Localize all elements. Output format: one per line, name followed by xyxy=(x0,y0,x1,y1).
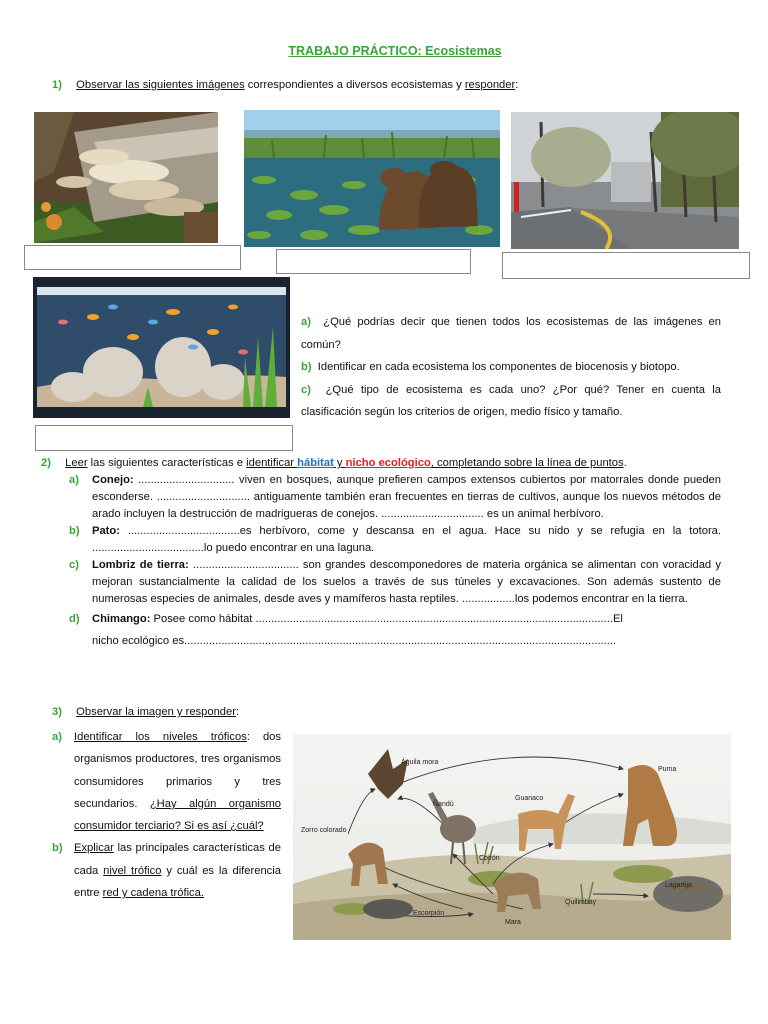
q3-intro-text: Observar la imagen y responder xyxy=(76,706,236,718)
label-mara: Mara xyxy=(505,919,521,926)
q2-item-a xyxy=(69,472,721,523)
q3-item-a-text: : dos organismos productores, tres organismos consumidores primarios y tres secundarios. xyxy=(74,731,281,810)
food-web-image xyxy=(293,734,731,940)
page-title: TRABAJO PRÁCTICO: Ecosistemas xyxy=(288,44,502,58)
question-1-number: 1) xyxy=(52,79,62,91)
q2-intro-habitat: hábitat xyxy=(297,457,334,469)
question-3-number: 3) xyxy=(52,706,62,718)
q3-item-b-text2: y cuál es la diferencia entre xyxy=(74,864,281,900)
q3-item-b-text1: las principales características de cada xyxy=(74,842,281,877)
q2-item-c-text: .................................. son grandes descomponedores de materia orgánica se alimentan con voracidad y mejoran sustancialmente la calidad de los suelos a través de sus túneles y excavaciones. Son además sustento de numerosas especies de animales, desde aves y mamíferos hasta reptiles. .................los podemos encontrar en la tierra. xyxy=(92,559,721,605)
question-1-items xyxy=(301,311,721,424)
aquarium-image xyxy=(33,277,290,418)
question-2-number: 2) xyxy=(41,457,51,469)
label-zorro-colorado: Zorro colorado xyxy=(301,827,347,834)
q3-item-b-letter: b) xyxy=(52,842,63,855)
q2-item-b xyxy=(69,523,721,557)
question-1-intro xyxy=(52,77,518,94)
q1-item-c-text: ¿Qué tipo de ecosistema es cada uno? ¿Por qué? Tener en cuenta la clasificación según los criterios de origen, medio físico y tamaño. xyxy=(301,383,721,418)
q3-item-a-identify: Identificar los niveles tróficos xyxy=(74,731,247,743)
question-2-intro xyxy=(41,455,741,472)
answer-box-1[interactable] xyxy=(24,245,241,270)
q2-item-c-name: Lombriz de tierra: xyxy=(92,559,189,571)
answer-box-4[interactable] xyxy=(35,425,293,451)
q1-item-a xyxy=(301,311,721,356)
q1-intro-text: correspondientes a diversos ecosistemas y xyxy=(244,79,465,91)
question-3-intro xyxy=(52,704,239,721)
q2-intro-dot: . xyxy=(623,457,627,469)
q2-intro-identificar: identificar xyxy=(246,457,298,469)
label-quilimbay: Quilimbay xyxy=(565,899,597,906)
q1-intro-colon: : xyxy=(515,79,519,91)
q2-intro-end: , completando sobre la línea de puntos xyxy=(430,457,624,469)
label-aguila-mora: Águila mora xyxy=(401,759,439,766)
q1-item-c xyxy=(301,379,721,424)
lagoon-capybara-image xyxy=(244,110,500,247)
q1-item-b-letter: b) xyxy=(301,361,312,373)
q2-item-d-text: Posee como hábitat ...................................................................................................................El xyxy=(150,613,623,625)
q1-intro-observe: Observar las siguientes imágenes xyxy=(76,79,245,91)
q2-item-a-text: ............................... viven en bosques, aunque prefieren campos extensos cubiertos por matorrales donde pueden esconderse. .............................. antiguamente también eran frecuentes en tierras de cultivos, aunque los nuevos métodos de arado incluyen la destrucción de madrigueras de conejos. ................................. es un animal herbívoro. xyxy=(92,474,721,520)
q2-item-d-text2: nicho ecológico es........................................................................................................................................... xyxy=(92,635,617,647)
q1-intro-respond: responder xyxy=(464,79,516,91)
q2-item-d xyxy=(69,608,721,652)
q1-item-a-text: ¿Qué podrías decir que tienen todos los ecosistemas de las imágenes en común? xyxy=(301,316,721,351)
label-puma: Puma xyxy=(658,766,677,773)
question-3-items xyxy=(52,726,281,904)
q2-item-b-name: Pato: xyxy=(92,525,120,537)
q2-item-d-letter: d) xyxy=(69,613,80,625)
q2-item-a-name: Conejo: xyxy=(92,474,134,486)
q3-item-a-question: ¿Hay algún organismo consumidor terciario? Si es así ¿cuál? xyxy=(74,797,281,833)
q1-item-b-text: Identificar en cada ecosistema los componentes de biocenosis y biotopo. xyxy=(317,361,680,373)
q2-item-d-name: Chimango: xyxy=(92,613,151,625)
q2-intro-nicho: nicho ecológico xyxy=(345,457,431,469)
fungi-log-image xyxy=(34,112,218,243)
q3-intro-colon: : xyxy=(235,706,240,718)
label-nandu: Ñandú xyxy=(433,801,454,808)
label-escorpion: Escorpión xyxy=(413,910,445,917)
q2-intro-mid: las siguientes características e xyxy=(87,457,247,469)
answer-box-3[interactable] xyxy=(502,252,750,279)
label-coiron: Coirón xyxy=(479,855,500,862)
answer-box-2[interactable] xyxy=(276,249,471,274)
q1-item-b xyxy=(301,356,721,379)
label-guanaco: Guanaco xyxy=(515,795,544,802)
q2-item-c xyxy=(69,557,721,608)
q3-item-b-nivel: nivel trófico xyxy=(103,864,162,877)
q2-intro-y: y xyxy=(333,457,346,469)
label-lagartija: Lagartija xyxy=(665,882,692,889)
question-2-items xyxy=(69,472,721,652)
q2-item-b-letter: b) xyxy=(69,525,80,537)
q3-item-b-red: red y cadena trófica. xyxy=(102,887,204,900)
q3-item-b xyxy=(52,837,281,904)
city-avenue-image xyxy=(511,112,739,249)
q1-item-a-letter: a) xyxy=(301,316,311,328)
q2-item-a-letter: a) xyxy=(69,474,79,486)
q1-item-c-letter: c) xyxy=(301,383,311,396)
q3-item-a-letter: a) xyxy=(52,731,62,743)
q3-item-a xyxy=(52,726,281,837)
q3-item-b-explain: Explicar xyxy=(74,842,114,855)
q2-intro-leer: Leer xyxy=(65,457,88,469)
q2-item-c-letter: c) xyxy=(69,559,79,571)
q2-item-b-text: ....................................es herbívoro, come y descansa en el agua. Hace su nido y se refugia en la totora. ....................................lo puedo encontrar en una laguna. xyxy=(92,525,721,554)
